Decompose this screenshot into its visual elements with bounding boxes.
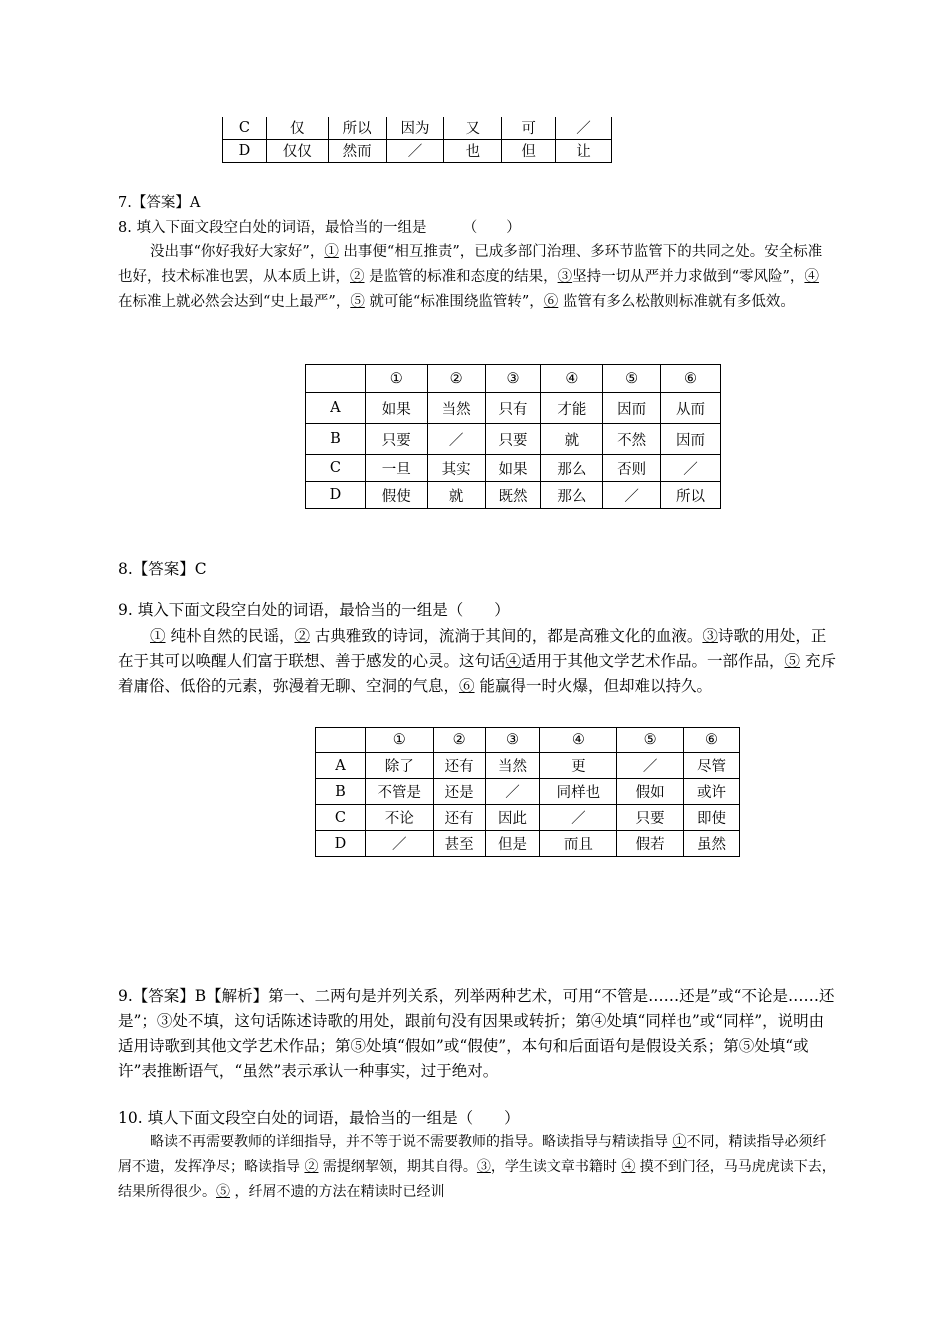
table-cell: C (223, 117, 267, 139)
table-cell: C (316, 805, 366, 831)
table-cell: 否则 (603, 455, 661, 482)
blank-6: ⑥ (543, 294, 559, 310)
table-row (316, 805, 740, 831)
q9-answer: 9.【答案】B【解析】第一、二两句是并列关系，列举两种艺术，可用“不管是……还是”或“不论是……还是”；③处不填，这句话陈述诗歌的用处，跟前句没有因果或转折；第④处填“同样也”或“同样”，说明由适用诗歌到其他文学艺术作品；第⑤处填“假如”或“假使”，本句和后面语句是假设关系；第⑤处填“或许”表推断语气，“虽然”表示承认一种事实，过于绝对。 (118, 987, 835, 1080)
blank-5: ⑤ (784, 652, 801, 670)
table-cell: 即使 (684, 805, 740, 831)
table-header-row (316, 728, 740, 753)
table-cell: 从而 (661, 393, 721, 424)
table-cell: ／ (386, 139, 444, 162)
passage-text: 诗歌的用处，正在于其可以唤醒人们富于联想、善于感发的心灵。这句话 (118, 627, 827, 670)
blank-5: ⑤ (216, 1184, 230, 1200)
table-cell: 只要 (617, 805, 684, 831)
table-cell: 但 (502, 139, 556, 162)
table-row (306, 424, 721, 455)
table-row (306, 393, 721, 424)
table-header-cell: ③ (485, 365, 541, 393)
table-cell: 除了 (365, 753, 433, 779)
table-cell: 那么 (541, 455, 603, 482)
table-header-cell: ① (365, 728, 433, 753)
table-cell: 只有 (485, 393, 541, 424)
q7-answer: 7.【答案】A (118, 195, 201, 211)
table-cell: A (316, 753, 366, 779)
blank-1: ① (324, 244, 339, 260)
table-cell: 更 (540, 753, 617, 779)
table-cell: ／ (617, 753, 684, 779)
table-cell: A (306, 393, 366, 424)
passage-text: 纯朴自然的民谣， (165, 627, 295, 645)
table-cell: 假如 (617, 779, 684, 805)
table-cell: 当然 (427, 393, 485, 424)
options-table-top (222, 117, 612, 163)
table-cell: 所以 (661, 482, 721, 509)
table-row (223, 117, 612, 139)
blank-2: ② (350, 269, 365, 285)
q8-options-table (305, 364, 721, 509)
passage-text: 略读不再需要教师的详细指导，并不等于说不需要教师的指导。略读指导与精读指导 (150, 1134, 673, 1150)
table-cell: 还是 (433, 779, 485, 805)
table-header-cell: ⑤ (617, 728, 684, 753)
table-cell: B (316, 779, 366, 805)
table-cell: 当然 (485, 753, 540, 779)
table-cell: 如果 (365, 393, 427, 424)
table-header-cell: ① (365, 365, 427, 393)
table-cell: 因而 (661, 424, 721, 455)
q9-title: 9. 填入下面文段空白处的词语，最恰当的一组是（ ） (118, 601, 510, 619)
passage-text: 坚持一切从严并力求做到“零风险”， (572, 269, 805, 285)
table-cell: 其实 (427, 455, 485, 482)
blank-4: ④ (505, 652, 522, 670)
table-cell: D (223, 139, 267, 162)
table-cell: 又 (444, 117, 502, 139)
table-header-cell: ② (427, 365, 485, 393)
table-cell: D (316, 831, 366, 857)
table-row (223, 139, 612, 162)
table-cell: ／ (661, 455, 721, 482)
table-header-cell (306, 365, 366, 393)
table-cell: ／ (540, 805, 617, 831)
passage-text: ，学生读文章书籍时 (490, 1159, 622, 1175)
blank-5: ⑤ (350, 294, 365, 310)
table-row (316, 753, 740, 779)
table-header-cell: ⑥ (661, 365, 721, 393)
passage-text: 没出事“你好我好大家好”， (150, 244, 325, 260)
table-cell: 就 (427, 482, 485, 509)
table-cell: C (306, 455, 366, 482)
q8-answer: 8.【答案】C (118, 560, 207, 578)
table-cell: D (306, 482, 366, 509)
table-header-cell: ③ (485, 728, 540, 753)
table-cell: 那么 (541, 482, 603, 509)
passage-text: 出事便“相互推责”，已成多部门治理、多环节监管下的共同之处。安全标准也好，技术标准也罢，从本质上讲， (118, 244, 823, 285)
table-cell: ／ (603, 482, 661, 509)
blank-6: ⑥ (459, 677, 475, 695)
table-cell: B (306, 424, 366, 455)
passage-text: 不同，精读指导必须纤屑不遗，发挥净尽；略读指导 (118, 1134, 827, 1175)
blank-4: ④ (621, 1159, 636, 1175)
passage-text: 在标准上就必然会达到“史上最严”， (118, 294, 351, 310)
table-cell: 然而 (328, 139, 386, 162)
passage-text: 适用于其他文学艺术作品。一部作品， (521, 652, 785, 670)
q9-passage (118, 624, 838, 699)
passage-text: 能赢得一时火爆，但却难以持久。 (474, 677, 712, 695)
passage-text: 是监管的标准和态度的结果， (364, 269, 558, 285)
blank-2: ② (304, 1159, 319, 1175)
table-cell: 只要 (485, 424, 541, 455)
table-row (306, 455, 721, 482)
table-cell: 不管是 (365, 779, 433, 805)
table-cell: 而且 (540, 831, 617, 857)
table-cell: 因为 (386, 117, 444, 139)
blank-3: ③ (476, 1159, 491, 1175)
table-cell: 因而 (603, 393, 661, 424)
table-cell: 所以 (328, 117, 386, 139)
table-cell: 尽管 (684, 753, 740, 779)
passage-text: 就可能“标准围绕监管转”， (364, 294, 544, 310)
table-cell: 还有 (433, 753, 485, 779)
blank-4: ④ (804, 269, 819, 285)
table-cell: 假使 (365, 482, 427, 509)
table-cell: ／ (427, 424, 485, 455)
table-cell: 既然 (485, 482, 541, 509)
q10-title: 10. 填人下面文段空白处的词语，最恰当的一组是（ ） (118, 1109, 520, 1127)
table-row (306, 482, 721, 509)
table-cell: 假若 (617, 831, 684, 857)
passage-text: 摸不到门径，马马虎虎读下去，结果所得很少。 (118, 1159, 836, 1200)
table-cell: 仅仅 (266, 139, 328, 162)
table-row (316, 831, 740, 857)
table-header-cell (316, 728, 366, 753)
table-header-cell: ④ (540, 728, 617, 753)
table-header-cell: ④ (541, 365, 603, 393)
table-cell: 虽然 (684, 831, 740, 857)
table-cell: ／ (485, 779, 540, 805)
q10-passage (118, 1130, 838, 1205)
table-header-row (306, 365, 721, 393)
table-cell: 或许 (684, 779, 740, 805)
table-cell: 但是 (485, 831, 540, 857)
table-cell: 因此 (485, 805, 540, 831)
q9-options-table (315, 727, 740, 857)
table-cell: ／ (365, 831, 433, 857)
blank-1: ① (150, 627, 166, 645)
table-cell: 甚至 (433, 831, 485, 857)
table-cell: 如果 (485, 455, 541, 482)
table-header-cell: ⑥ (684, 728, 740, 753)
q8-passage (118, 240, 834, 315)
table-cell: 一旦 (365, 455, 427, 482)
table-cell: 同样也 (540, 779, 617, 805)
passage-text: 监管有多么松散则标准就有多低效。 (558, 294, 795, 310)
passage-text: 古典雅致的诗词，流淌于其间的，都是高雅文化的血液。 (309, 627, 703, 645)
blank-1: ① (672, 1134, 687, 1150)
table-cell: 不然 (603, 424, 661, 455)
table-row (316, 779, 740, 805)
table-cell: 可 (502, 117, 556, 139)
table-cell: 还有 (433, 805, 485, 831)
blank-3: ③ (702, 627, 718, 645)
blank-2: ② (294, 627, 310, 645)
table-header-cell: ⑤ (603, 365, 661, 393)
table-header-cell: ② (433, 728, 485, 753)
table-cell: 才能 (541, 393, 603, 424)
table-cell: 只要 (365, 424, 427, 455)
passage-text: 需提纲挈领，期其自得。 (318, 1159, 477, 1175)
table-cell: 让 (556, 139, 612, 162)
blank-3: ③ (557, 269, 573, 285)
q8-title: 8. 填入下面文段空白处的词语，最恰当的一组是 （ ） (118, 220, 521, 236)
table-cell: 不论 (365, 805, 433, 831)
table-cell: 仅 (266, 117, 328, 139)
table-cell: ／ (556, 117, 612, 139)
table-cell: 也 (444, 139, 502, 162)
passage-text: 充斥着庸俗、低俗的元素，弥漫着无聊、空洞的气息， (118, 652, 836, 695)
passage-text: ，纤屑不遗的方法在精读时已经训 (230, 1184, 445, 1200)
table-cell: 就 (541, 424, 603, 455)
